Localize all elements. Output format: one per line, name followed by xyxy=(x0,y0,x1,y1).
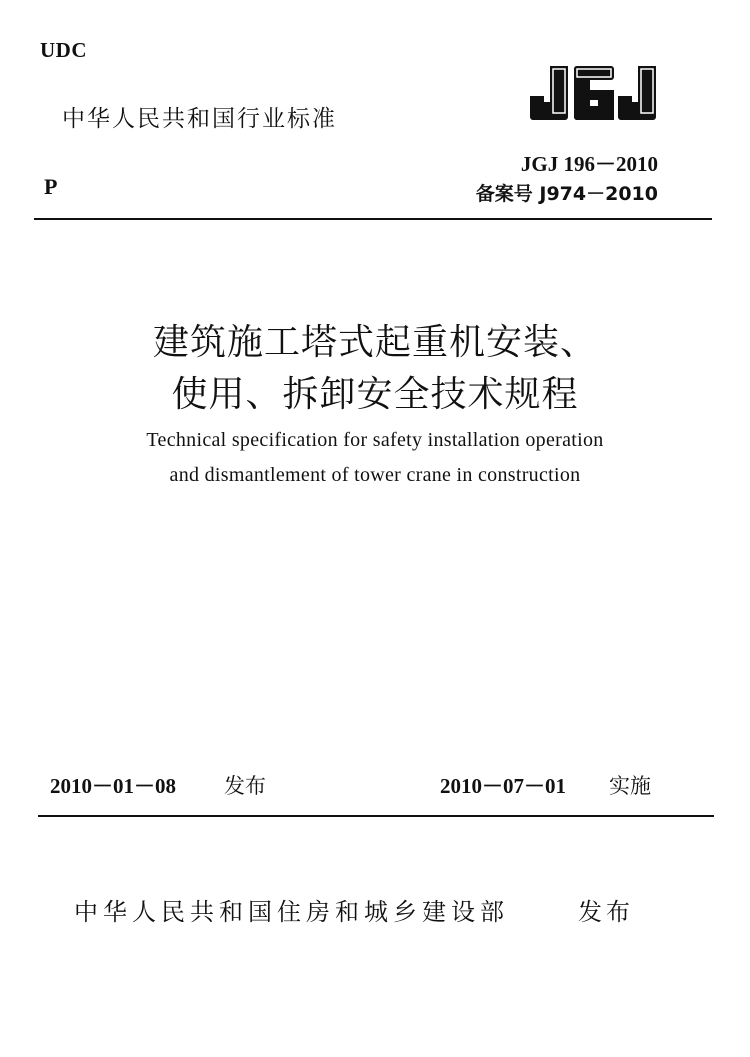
title-en-line1: Technical specification for safety installation operation xyxy=(146,429,604,451)
title-en-line2: and dismantlement of tower crane in construction xyxy=(169,464,581,486)
footer-divider xyxy=(38,815,714,817)
implementation-label: 实施 xyxy=(609,774,651,798)
implementation-date: 2010－07－01 xyxy=(440,774,566,798)
udc-label: UDC xyxy=(40,38,87,62)
record-number: 备案号 J974－2010 xyxy=(475,183,658,205)
issuer-action: 发布 xyxy=(578,898,634,926)
header-divider xyxy=(34,218,712,220)
issue-date: 2010－01－08 xyxy=(50,774,176,798)
issue-label: 发布 xyxy=(224,774,266,798)
issuing-authority: 中华人民共和国住房和城乡建设部 xyxy=(74,898,509,926)
title-cn-line1: 建筑施工塔式起重机安装、 xyxy=(152,322,597,363)
standard-category: 中华人民共和国行业标准 xyxy=(62,106,337,132)
jgj-logo xyxy=(528,62,660,130)
title-cn-line2: 使用、拆卸安全技术规程 xyxy=(171,374,579,415)
standard-code: JGJ 196－2010 xyxy=(520,152,658,176)
classification-mark: P xyxy=(44,174,58,199)
